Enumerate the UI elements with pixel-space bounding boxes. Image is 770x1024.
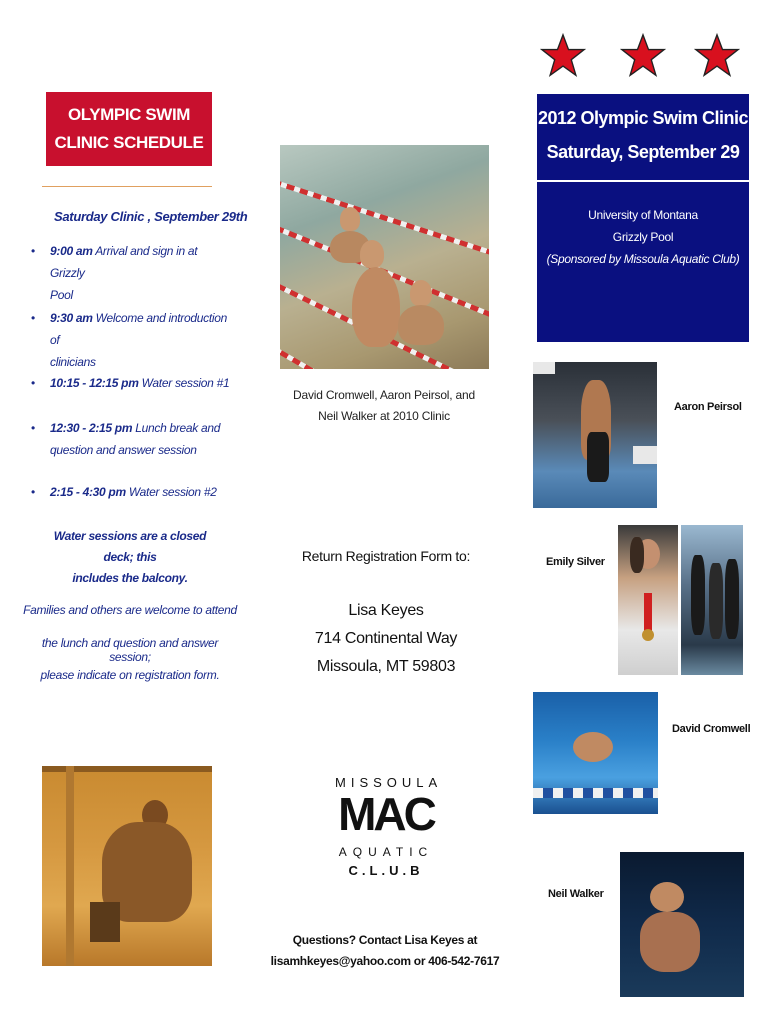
registration-street: 714 Continental Way [314,630,458,647]
event-date: Saturday, September 29 [546,142,740,162]
closed-deck-line2: includes the balcony. [72,571,188,585]
silver-photo [618,525,678,675]
athlete-label-cromwell: David Cromwell [672,723,751,735]
schedule-item: • 9:00 am Arrival and sign in at Grizzly Pool [31,244,198,302]
families-note-line3: please indicate on registration form. [40,668,220,682]
schedule-time: 9:00 am [50,244,93,258]
pool-photo-caption [284,385,484,427]
team-photo [681,525,743,675]
schedule-time: 9:30 am [50,311,93,325]
contact-line1: Questions? Contact Lisa Keyes at [292,933,478,947]
peirsol-photo [533,362,657,508]
star-icon [540,33,586,79]
families-note-line1: Families and others are welcome to attend [23,603,237,617]
schedule-header [46,92,212,166]
missoula-aquatic-club-logo [335,775,443,883]
schedule-item: • 2:15 - 4:30 pm Water session #2 [31,485,217,499]
schedule-desc: Lunch break and [132,421,221,435]
schedule-item: • 10:15 - 12:15 pm Water session #1 [31,376,230,390]
crouching-swimmer-photo [42,766,212,966]
walker-photo [620,852,744,997]
schedule-time: 2:15 - 4:30 pm [50,485,126,499]
caption-line1: David Cromwell, Aaron Peirsol, and [293,388,475,402]
event-title: 2012 Olympic Swim Clinic [537,108,749,128]
logo-middle-text: AQUATIC [338,845,434,859]
event-title-box [537,94,749,342]
schedule-header-line2: CLINIC SCHEDULE [54,133,204,152]
logo-bottom-text: C.L.U.B [348,863,424,878]
schedule-desc: Arrival and sign in at Grizzly [50,244,198,280]
schedule-item: • 12:30 - 2:15 pm Lunch break and question and answer session [31,421,221,457]
athlete-label-peirsol: Aaron Peirsol [674,401,742,413]
schedule-desc-cont: Pool [50,288,73,302]
schedule-desc: Water session #2 [125,485,217,499]
schedule-desc: Water session #1 [138,376,230,390]
registration-city: Missoula, MT 59803 [316,658,456,675]
contact-info [250,930,520,972]
closed-deck-line1: Water sessions are a closed deck; this [53,529,207,564]
contact-line2: lisamhkeyes@yahoo.com or 406-542-7617 [270,954,500,968]
closed-deck-note [40,526,220,589]
divider [42,186,212,187]
schedule-header-line1: OLYMPIC SWIM [67,105,191,124]
schedule-desc-cont: question and answer session [50,443,197,457]
athlete-label-silver: Emily Silver [546,556,605,568]
schedule-time: 10:15 - 12:15 pm [50,376,139,390]
families-note-line2: the lunch and question and answer session; [41,636,219,664]
venue-line2: Grizzly Pool [612,230,674,244]
registration-name: Lisa Keyes [348,602,424,619]
title-divider [537,180,749,182]
schedule-day-heading: Saturday Clinic , September 29th [54,209,248,224]
pool-photo [280,145,489,369]
venue-line1: University of Montana [588,208,698,222]
schedule-item: • 9:30 am Welcome and introduction of clinicians [31,311,227,369]
logo-top-text: MISSOULA [335,775,443,790]
cromwell-photo [533,692,658,814]
caption-line2: Neil Walker at 2010 Clinic [318,409,450,423]
sponsor-note: (Sponsored by Missoula Aquatic Club) [546,252,740,266]
athlete-label-walker: Neil Walker [548,888,604,900]
schedule-desc: Welcome and introduction of [50,311,227,347]
logo-mark: MAC [338,788,434,840]
star-icon [694,33,740,79]
schedule-desc-cont: clinicians [50,355,96,369]
registration-heading: Return Registration Form to: [301,548,471,564]
schedule-time: 12:30 - 2:15 pm [50,421,133,435]
star-icon [620,33,666,79]
